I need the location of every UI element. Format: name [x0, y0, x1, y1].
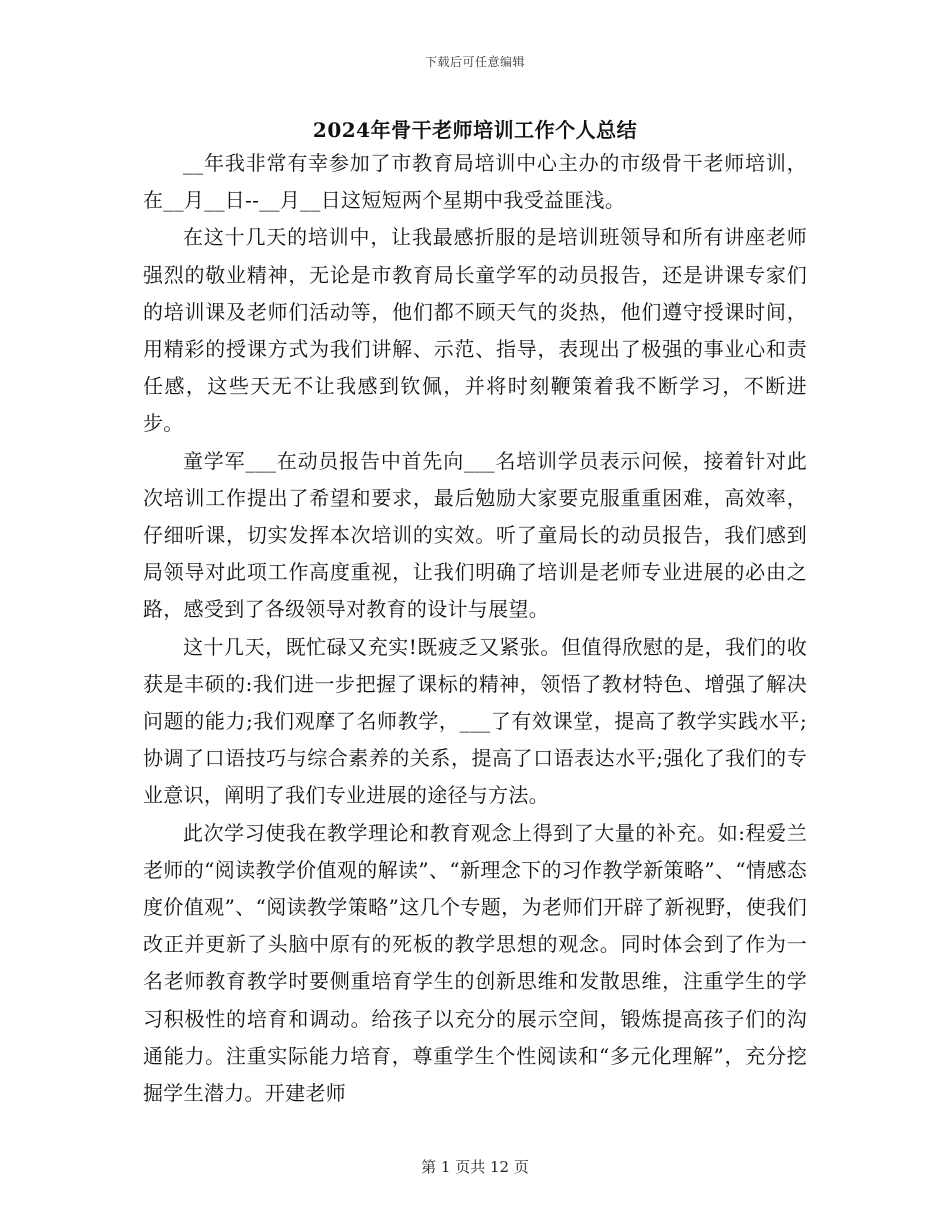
document-title: 2024年骨干老师培训工作个人总结 — [312, 118, 638, 142]
paragraph-4: 这十几天，既忙碌又充实!既疲乏又紧张。但值得欣慰的是，我们的收获是丰硕的:我们进一步把握了课标的精神，领悟了教材特色、增强了解决问题的能力;我们观摩了名师教学，___了有效课堂，提高了教学实践水平;协调了口语技巧与综合素养的关系，提高了口语表达水平;强化了我们的专业意识，阐明了我们专业进展的途径与方法。 — [143, 634, 807, 808]
paragraph-5: 此次学习使我在教学理论和教育观念上得到了大量的补充。如:程爱兰老师的“阅读教学价值观的解读”、“新理念下的习作教学新策略”、“情感态度价值观”、“阅读教学策略”这几个专题，为老师们开辟了新视野，使我们改正并更新了头脑中原有的死板的教学思想的观念。同时体会到了作为一名老师教育教学时要侧重培育学生的创新思维和发散思维，注重学生的学习积极性的培育和调动。给孩子以充分的展示空间，锻炼提高孩子们的沟通能力。注重实际能力培育，尊重学生个性阅读和“多元化理解”，充分挖掘学生潜力。开建老师 — [143, 820, 807, 1106]
header-note: 下载后可任意编辑 — [424, 55, 525, 69]
paragraph-2: 在这十几天的培训中，让我最感折服的是培训班领导和所有讲座老师强烈的敬业精神，无论是市教育局长童学军的动员报告，还是讲课专家们的培训课及老师们活动等，他们都不顾天气的炎热，他们遵守授课时间，用精彩的授课方式为我们讲解、示范、指导，表现出了极强的事业心和责任感，这些天无不让我感到钦佩，并将时刻鞭策着我不断学习，不断进步。 — [143, 225, 807, 436]
paragraph-3: 童学军___在动员报告中首先向___名培训学员表示问候，接着针对此次培训工作提出了希望和要求，最后勉励大家要克服重重困难，高效率，仔细听课，切实发挥本次培训的实效。听了童局长的动员报告，我们感到局领导对此项工作高度重视，让我们明确了培训是老师专业进展的必由之路，感受到了各级领导对教育的设计与展望。 — [143, 448, 807, 622]
paragraph-1: __年我非常有幸参加了市教育局培训中心主办的市级骨干老师培训，在__月__日--__月__日这短短两个星期中我受益匪浅。 — [143, 151, 807, 213]
document-body — [143, 145, 807, 1112]
page-footer: 第 1 页共 12 页 — [421, 1158, 529, 1176]
